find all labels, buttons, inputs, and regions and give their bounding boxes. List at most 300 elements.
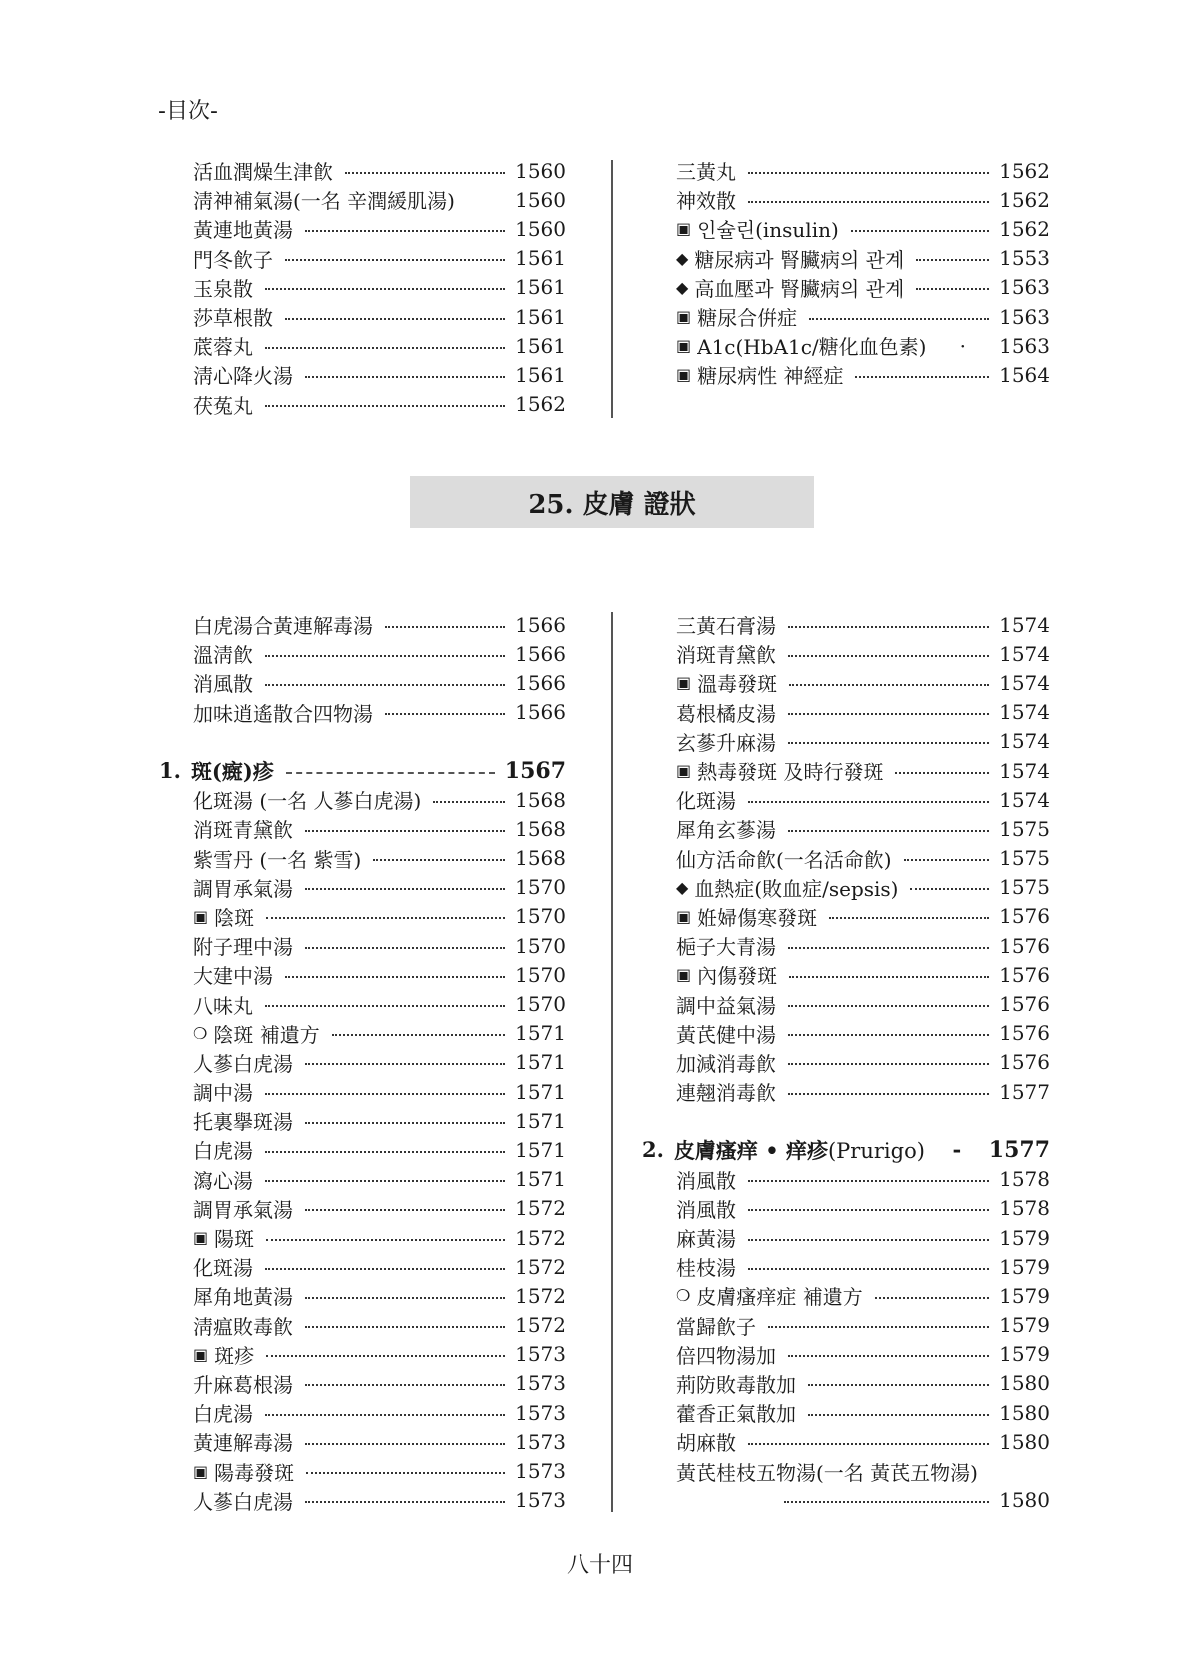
entry-label-text: 糖尿病과 腎臟病의 관계 [694,247,905,272]
toc-entry [676,931,1050,960]
entry-label-text: 인슐린(insulin) [697,218,839,243]
entry-label-text: 化斑湯 [193,1256,253,1281]
dot-leader [265,684,505,686]
page-number: 1566 [515,641,566,666]
entry-label-text: 熱毒發斑 及時行發斑 [697,760,884,785]
entry-label [674,1135,925,1165]
page-number: 1560 [515,187,566,212]
toc-entry [676,960,1050,989]
page-number: 1561 [515,333,566,358]
page-number: 1576 [999,1021,1050,1046]
page-number: 1571 [515,1137,566,1162]
entry-label [676,844,892,873]
toc-entry [676,1398,1050,1427]
toc-entry [676,785,1050,814]
entry-label [676,1311,756,1340]
toc-entry [676,1252,1050,1281]
entry-label [697,302,797,331]
entry-label [193,931,293,960]
dot-leader [305,830,505,832]
toc-entry [193,1369,566,1398]
page-header: -目次- [158,99,218,124]
entry-label [676,185,736,214]
page-number: 1571 [515,1167,566,1192]
dot-leader [895,772,989,774]
toc-entry [676,1194,1050,1223]
entry-label [191,756,274,786]
page-number: 1572 [515,1283,566,1308]
toc-entry [193,873,566,902]
toc-entry [193,610,566,639]
toc-entry [676,1456,1050,1485]
dot-leader [768,1326,989,1328]
dot-leader [788,1063,989,1065]
page-number: 1573 [515,1371,566,1396]
page-number: 1572 [515,1313,566,1338]
entry-label-text: 化斑湯 [676,789,736,814]
entry-label [213,1019,319,1048]
page-number: 1574 [999,641,1050,666]
entry-label [697,756,883,785]
entry-label [214,1340,254,1369]
dot-leader [433,801,505,803]
toc-column-bottom-left [159,610,566,1515]
toc-entry [193,214,566,243]
toc-entry [676,1281,1050,1310]
page-number: 1578 [999,1196,1050,1221]
entry-label [193,960,273,989]
entry-label-text: 內傷發斑 [697,964,778,989]
dot-leader [266,1239,505,1241]
page-number: 1573 [515,1342,566,1367]
entry-label-text: 胡麻散 [676,1431,736,1456]
entry-label [676,1165,736,1194]
toc-entry [676,360,1050,389]
toc-entry [676,610,1050,639]
entry-label-text: 瀉心湯 [193,1168,253,1193]
toc-entry [193,639,566,668]
toc-entry [193,1019,566,1048]
dot-leader [332,1034,505,1036]
entry-label [193,1486,293,1515]
dot-leader [305,888,505,890]
toc-entry [193,302,566,331]
toc-entry [676,1340,1050,1369]
entry-label-text: 斑(癍)疹 [190,758,274,784]
entry-label-text: 白虎湯 [193,1402,253,1427]
entry-label [193,1398,253,1427]
toc-entry [193,185,566,214]
entry-label-text: 葛根橘皮湯 [676,701,776,726]
entry-label [193,1077,253,1106]
entry-label [676,1077,776,1106]
toc-entry [193,960,566,989]
dot-leader [265,1414,505,1416]
entry-label-text: 藿香正氣散加 [676,1402,796,1427]
toc-entry [676,1223,1050,1252]
section-number: 1. [159,758,181,784]
entry-label [697,960,777,989]
entry-label-text: 消斑青黛飮 [193,818,293,843]
toc-entry [193,668,566,697]
entry-label-text: 陰斑 補遺方 [213,1022,320,1047]
page-number: 1574 [999,787,1050,812]
entry-label-text: 桂枝湯 [676,1256,736,1281]
entry-label-text: 黃連解毒湯 [193,1431,293,1456]
page-number: 1571 [515,1108,566,1133]
page-number: 1561 [515,246,566,271]
bullet-marker-icon: ▣ [676,365,692,385]
dot-leader [829,917,989,919]
toc-entry [676,302,1050,331]
entry-label [676,610,776,639]
page-number: 1568 [515,846,566,871]
entry-label-text: 菧蓉丸 [193,335,253,360]
toc-column-top-left [193,156,566,419]
entry-label-text: 糖尿病性 神經症 [697,364,844,389]
entry-label [193,610,373,639]
page-number: 1573 [515,1429,566,1454]
dot-leader [305,1384,505,1386]
dot-leader [789,976,989,978]
entry-label [193,1194,293,1223]
dot-leader [266,917,505,919]
entry-label [676,1252,736,1281]
toc-entry [193,1048,566,1077]
toc-entry [193,1340,566,1369]
dot-leader [916,259,989,261]
page-number: 1570 [515,875,566,900]
bullet-marker-icon: ❍ [193,1023,208,1043]
entry-label-text: 活血潤燥生津飮 [193,160,333,185]
page-number: 1566 [515,670,566,695]
entry-label-text: 大建中湯 [193,964,273,989]
bullet-marker-icon: ▣ [193,1461,209,1481]
dot-leader [285,976,505,978]
entry-label [214,1457,294,1486]
entry-label [676,1427,736,1456]
entry-label [193,1135,253,1164]
dot-leader [748,1209,989,1211]
toc-entry [193,156,566,185]
entry-label-text: 化斑湯 (一名 人蔘白虎湯) [193,789,422,814]
toc-entry [676,156,1050,185]
entry-label-text: 黃芪桂枝五物湯(一名 黃芪五物湯) [676,1460,978,1485]
dot-leader [788,655,989,657]
page-number: 1570 [515,904,566,929]
entry-label [676,156,736,185]
page-number: 1580 [999,1371,1050,1396]
dot-leader [748,1268,989,1270]
entry-label-text: 淸神補氣湯(一名 辛潤緩肌湯) [193,189,455,214]
toc-entry [676,273,1050,302]
page-number: 1562 [515,392,566,417]
dot-leader [373,859,505,861]
leader-char: - [952,1137,962,1163]
entry-label [193,1048,293,1077]
dot-leader [305,1501,505,1503]
entry-label-text: 陰斑 [214,905,255,930]
dot-leader [265,655,505,657]
page-number: 1577 [999,1079,1050,1104]
entry-label [193,1165,253,1194]
toc-entry [193,902,566,931]
page-number: 1568 [515,787,566,812]
entry-label-text: 紫雪丹 (一名 紫雪) [193,847,362,872]
page-number: 1563 [999,275,1050,300]
entry-label [214,1223,254,1252]
bullet-marker-icon: ◆ [676,277,689,297]
entry-label [193,1311,293,1340]
dot-leader [788,626,989,628]
entry-label-text: 梔子大青湯 [676,935,776,960]
toc-entry [193,1456,566,1485]
dot-leader [305,1326,505,1328]
dot-leader [789,684,989,686]
entry-label-text: 姙婦傷寒發斑 [697,905,818,930]
entry-label-text: 人蔘白虎湯 [193,1051,293,1076]
dot-leader [748,1443,989,1445]
dot-leader [345,172,505,174]
toc-entry [193,1106,566,1135]
entry-label [694,873,898,902]
entry-label-text: 調胃承氣湯 [193,876,293,901]
page-number: 1572 [515,1254,566,1279]
dot-leader [265,1180,505,1182]
toc-column-bottom-right [642,610,1050,1515]
page-number: 1579 [999,1225,1050,1250]
page-number: 1575 [999,875,1050,900]
entry-label-text: 陽毒發斑 [214,1460,295,1485]
column-divider [611,612,613,1512]
spacer [193,727,566,756]
page-number-footer: 八十四 [566,1553,633,1578]
toc-entry [676,1311,1050,1340]
entry-label [193,1369,293,1398]
dot-leader [808,1384,989,1386]
dot-leader [265,288,505,290]
page-number: 1574 [999,700,1050,725]
entry-label [193,1427,293,1456]
entry-label [193,331,253,360]
dot-leader [385,713,505,715]
toc-entry [193,698,566,727]
page-number: 1576 [999,962,1050,987]
dot-leader [808,1414,989,1416]
page-number: 1578 [999,1167,1050,1192]
entry-label [676,814,776,843]
toc-entry [193,331,566,360]
entry-label-text: 調中湯 [193,1081,253,1106]
entry-label [697,214,839,243]
entry-label-text: 糖尿合倂症 [697,306,798,331]
page-number: 1574 [999,670,1050,695]
dot-leader [265,1151,505,1153]
toc-entry [193,931,566,960]
dot-leader [265,1005,505,1007]
entry-label-text: 調胃承氣湯 [193,1197,293,1222]
entry-label [193,273,253,302]
dot-leader [904,859,989,861]
dot-leader [875,1297,989,1299]
page-number: 1562 [999,187,1050,212]
spacer [676,1106,1050,1135]
toc-entry [676,214,1050,243]
entry-label [676,639,776,668]
toc-entry [193,1427,566,1456]
dot-leader [748,172,989,174]
entry-label-text: 麻黃湯 [676,1227,736,1252]
bullet-marker-icon: ▣ [676,906,692,926]
bullet-marker-icon: ▣ [193,1344,209,1364]
page-number: 1576 [999,992,1050,1017]
bullet-marker-icon: ▣ [676,965,692,985]
toc-entry [676,698,1050,727]
toc-entry [676,814,1050,843]
page-number: 1580 [999,1429,1050,1454]
entry-label [193,814,293,843]
entry-label-text: 黃連地黃湯 [193,218,293,243]
page-number: 1574 [999,758,1050,783]
page-number: 1562 [999,158,1050,183]
toc-column-top-right [676,156,1050,390]
bullet-marker-icon: ▣ [193,906,209,926]
dot-leader [784,1501,989,1503]
entry-label [193,639,253,668]
toc-section-heading [642,1135,1050,1164]
toc-entry [676,244,1050,273]
dot-leader [788,1005,989,1007]
dot-leader [305,1209,505,1211]
entry-label [193,668,253,697]
page-number: 1576 [999,904,1050,929]
bullet-marker-icon: ▣ [676,761,692,781]
entry-label-text: 白虎湯 [193,1139,253,1164]
page-number: 1571 [515,1079,566,1104]
entry-label [193,1281,293,1310]
toc-entry [193,360,566,389]
dot-leader [305,947,505,949]
page-number: 1577 [988,1136,1050,1163]
page-number: 1575 [999,816,1050,841]
entry-label [676,1194,736,1223]
dot-leader [809,318,989,320]
page-number: 1561 [515,275,566,300]
entry-label [676,990,776,1019]
section-number: 2. [642,1137,664,1163]
toc-entry [193,785,566,814]
page-number: 1566 [515,612,566,637]
dot-leader [788,1034,989,1036]
leader-char: · [959,333,966,358]
dot-leader [305,1122,505,1124]
entry-label [214,902,254,931]
page-number: 1573 [515,1488,566,1513]
entry-label [696,1281,862,1310]
toc-entry [193,1223,566,1252]
page-number: 1574 [999,612,1050,637]
toc-entry [193,1135,566,1164]
page-number: 1561 [515,304,566,329]
toc-entry [193,814,566,843]
page-number: 1571 [515,1050,566,1075]
dot-leader [788,1355,989,1357]
entry-label [697,668,777,697]
entry-label [193,1106,293,1135]
dot-leader [788,742,989,744]
entry-label-text: 連翹消毒飮 [676,1081,776,1106]
entry-label [676,727,776,756]
toc-section-heading [159,756,566,785]
dot-leader [788,1093,989,1095]
entry-label-text: 血熱症(敗血症/sepsis) [694,876,899,901]
bullet-marker-icon: ▣ [676,307,692,327]
toc-entry [193,1194,566,1223]
toc-entry [676,844,1050,873]
dot-leader [748,1180,989,1182]
entry-label [193,844,361,873]
entry-label-text: 溫淸飮 [193,643,253,668]
entry-label [193,390,253,419]
entry-label [193,302,273,331]
entry-label-text: 高血壓과 腎臟病의 관계 [694,276,905,301]
entry-label-text: 消風散 [676,1197,736,1222]
entry-label-text: 八味丸 [193,993,253,1018]
page-number: 1562 [999,216,1050,241]
page-number: 1571 [515,1021,566,1046]
page-number: 1563 [999,333,1050,358]
bullet-marker-icon: ▣ [193,1228,209,1248]
page-number: 1572 [515,1196,566,1221]
dot-leader [305,1063,505,1065]
dot-leader [748,201,989,203]
page-number: 1580 [999,1400,1050,1425]
entry-label [676,698,776,727]
toc-entry [676,1048,1050,1077]
entry-label-text: 三黃石膏湯 [676,614,776,639]
page-number: 1567 [504,757,566,784]
toc-entry [193,1486,566,1515]
entry-label-text: 皮膚瘙痒症 補遺方 [696,1285,863,1310]
entry-label [193,785,421,814]
bullet-marker-icon: ❍ [676,1286,691,1306]
entry-label [193,990,253,1019]
entry-label-text: 陽斑 [214,1227,255,1252]
toc-entry [676,668,1050,697]
toc-entry [676,639,1050,668]
dot-leader [285,259,505,261]
toc-entry [676,331,1050,360]
dot-leader [910,888,989,890]
entry-label-text: 斑疹 [214,1343,255,1368]
bullet-marker-icon: ▣ [676,673,692,693]
dot-leader [748,1239,989,1241]
toc-entry [676,185,1050,214]
dot-leader [285,318,505,320]
entry-label-text: 皮膚瘙痒 • 痒疹 [673,1137,828,1163]
section-banner [410,476,814,528]
entry-label [676,1369,796,1398]
entry-label-text: A1c(HbA1c/糖化血色素) [697,335,927,360]
toc-entry [193,1252,566,1281]
entry-label-text: 加味逍遙散合四物湯 [193,701,373,726]
dot-leader [788,830,989,832]
entry-label [694,273,904,302]
entry-label [193,698,373,727]
toc-entry [193,273,566,302]
entry-label-text: 茯菟丸 [193,393,253,418]
entry-label [193,360,293,389]
